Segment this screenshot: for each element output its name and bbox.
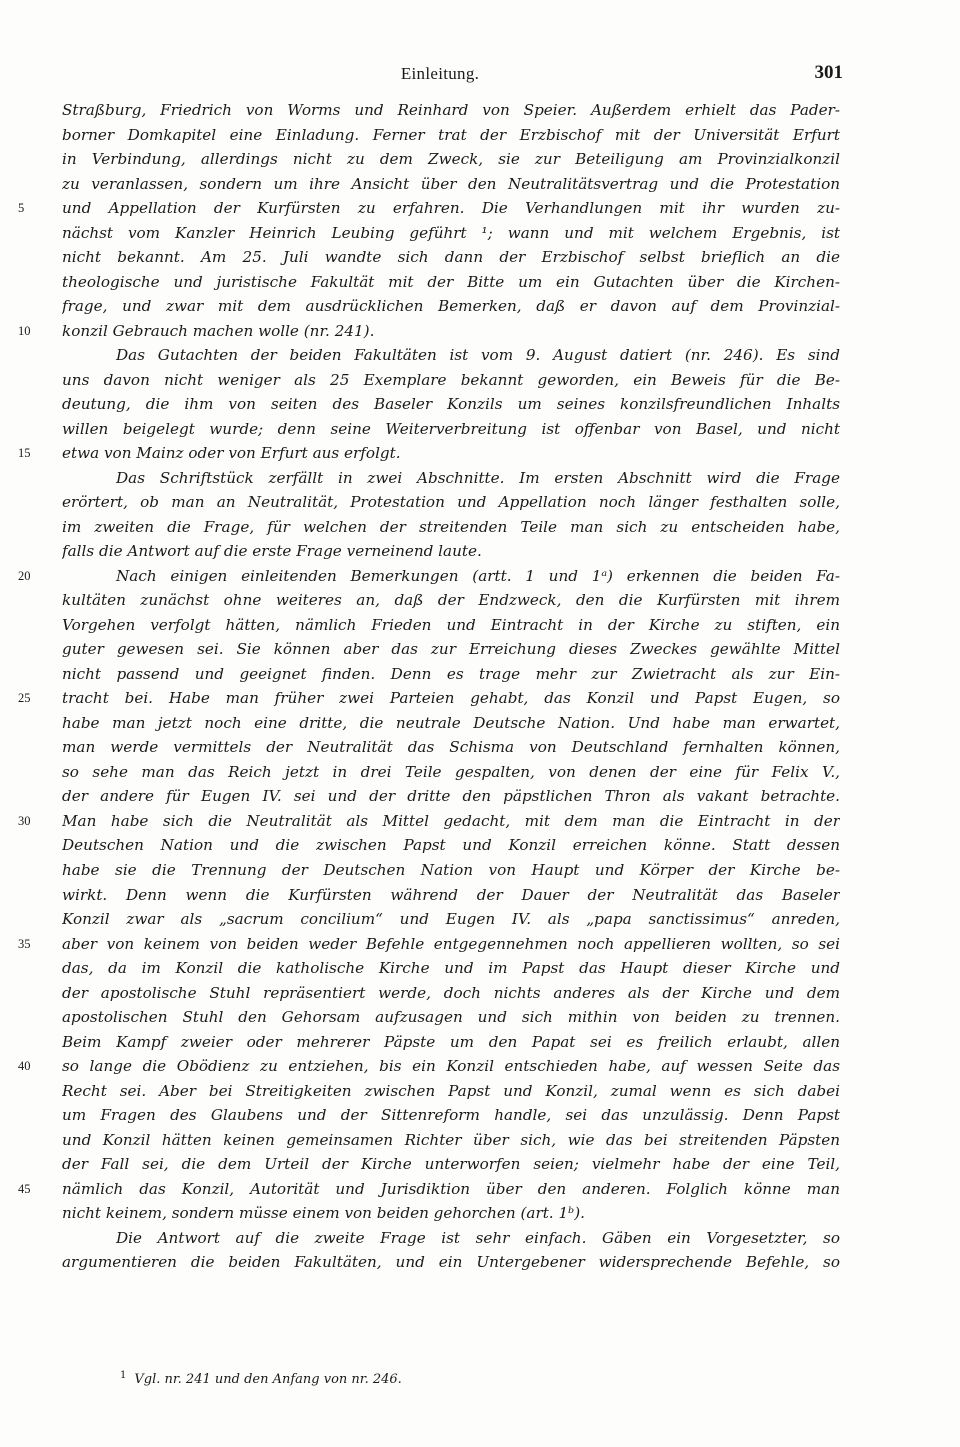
text-line <box>62 956 840 981</box>
text-line <box>62 1201 840 1226</box>
line-text: so lange die Obödienz zu entziehen, bis ein Konzil entschieden habe, auf wessen Seite das <box>62 1057 840 1076</box>
line-number: 35 <box>18 936 31 951</box>
line-text: erörtert, ob man an Neutralität, Protestation und Appellation noch länger festhalten solle, <box>62 493 840 512</box>
text-line <box>62 858 840 883</box>
text-line <box>62 1030 840 1055</box>
text-line <box>62 417 840 442</box>
line-text: Das Schriftstück zerfällt in zwei Abschnitte. Im ersten Abschnitt wird die Frage <box>116 468 840 487</box>
line-text: kultäten zunächst ohne weiteres an, daß der Endzweck, den die Kurfürsten mit ihrem <box>62 591 840 610</box>
line-text: guter gewesen sei. Sie können aber das zur Erreichung dieses Zweckes gewählte Mittel <box>62 640 840 659</box>
text-line <box>62 833 840 858</box>
text-line <box>62 711 840 736</box>
text-line <box>62 1005 840 1030</box>
text-line <box>62 221 840 246</box>
text-line <box>62 1250 840 1275</box>
line-number: 40 <box>18 1059 31 1074</box>
text-line <box>62 245 840 270</box>
text-line <box>62 1103 840 1128</box>
line-text: um Fragen des Glaubens und der Sittenreform handle, sei das unzulässig. Denn Papst <box>62 1106 840 1125</box>
line-text: zu veranlassen, sondern um ihre Ansicht über den Neutralitätsvertrag und die Protestation <box>62 174 840 193</box>
line-text: nicht bekannt. Am 25. Juli wandte sich dann der Erzbischof selbst brieflich an die <box>62 248 840 267</box>
line-number: 30 <box>18 813 31 828</box>
line-text: frage, und zwar mit dem ausdrücklichen Bemerken, daß er davon auf dem Provinzial- <box>62 297 840 316</box>
text-line <box>62 1079 840 1104</box>
text-line <box>18 564 840 589</box>
line-text: Beim Kampf zweier oder mehrerer Päpste um den Papat sei es freilich erlaubt, allen <box>62 1032 840 1051</box>
text-line <box>62 613 840 638</box>
text-line <box>62 662 840 687</box>
line-number: 15 <box>18 446 31 461</box>
line-text: man werde vermittels der Neutralität das Schisma von Deutschland fernhalten können, <box>62 738 840 757</box>
body-text <box>18 98 840 1275</box>
line-number: 20 <box>18 568 31 583</box>
running-head-title: Einleitung. <box>400 64 480 83</box>
text-line <box>62 270 840 295</box>
text-line <box>62 490 840 515</box>
line-text: der andere für Eugen IV. sei und der dritte den päpstlichen Thron als vakant betrachte. <box>62 787 840 806</box>
text-line <box>62 368 840 393</box>
line-number: 25 <box>18 691 31 706</box>
text-line <box>62 123 840 148</box>
text-line <box>62 392 840 417</box>
line-text: theologische und juristische Fakultät mit der Bitte um ein Gutachten über die Kirchen- <box>62 272 840 291</box>
text-line <box>62 760 840 785</box>
line-text: aber von keinem von beiden weder Befehle entgegennehmen noch appellieren wollten, so sei <box>62 934 840 953</box>
text-line <box>18 441 840 466</box>
running-head <box>0 62 960 86</box>
line-number: 5 <box>18 201 25 216</box>
text-line <box>62 294 840 319</box>
text-line <box>62 1128 840 1153</box>
footnote-text: Vgl. nr. 241 und den Anfang von nr. 246. <box>134 1372 402 1387</box>
line-text: willen beigelegt wurde; denn seine Weiterverbreitung ist offenbar von Basel, und nicht <box>62 419 840 438</box>
footnote-mark: 1 <box>120 1370 127 1381</box>
line-text: apostolischen Stuhl den Gehorsam aufzusagen und sich mithin von beiden zu trennen. <box>62 1008 840 1027</box>
page-number: 301 <box>814 62 843 83</box>
text-line <box>62 515 840 540</box>
text-line <box>62 539 840 564</box>
text-line <box>62 637 840 662</box>
line-text: der Fall sei, die dem Urteil der Kirche unterworfen seien; vielmehr habe der eine Teil, <box>62 1155 840 1174</box>
footnote <box>120 1366 820 1390</box>
text-line <box>62 784 840 809</box>
text-line <box>18 1177 840 1202</box>
text-line <box>18 1054 840 1079</box>
text-line <box>62 907 840 932</box>
text-line <box>62 343 840 368</box>
line-number: 10 <box>18 323 31 338</box>
line-text: Vorgehen verfolgt hätten, nämlich Frieden und Eintracht in der Kirche zu stiften, ein <box>62 615 840 634</box>
text-line <box>62 588 840 613</box>
line-text: konzil Gebrauch machen wolle (nr. 241). <box>62 321 375 340</box>
line-text: habe sie die Trennung der Deutschen Nation von Haupt und Körper der Kirche be- <box>62 860 840 879</box>
line-text: nicht keinem, sondern müsse einem von beiden gehorchen (art. 1ᵇ). <box>62 1204 585 1223</box>
text-line <box>18 196 840 221</box>
line-text: nächst vom Kanzler Heinrich Leubing geführt ¹; wann und mit welchem Ergebnis, ist <box>62 223 840 242</box>
line-text: nicht passend und geeignet finden. Denn es trage mehr zur Zwietracht als zur Ein- <box>62 664 840 683</box>
line-text: im zweiten die Frage, für welchen der streitenden Teile man sich zu entscheiden habe, <box>62 517 840 536</box>
line-text: etwa von Mainz oder von Erfurt aus erfolgt. <box>62 444 401 463</box>
line-text: und Appellation der Kurfürsten zu erfahren. Die Verhandlungen mit ihr wurden zu- <box>62 199 840 218</box>
line-text: argumentieren die beiden Fakultäten, und ein Untergebener widersprechende Befehle, so <box>62 1253 840 1272</box>
line-text: Die Antwort auf die zweite Frage ist sehr einfach. Gäben ein Vorgesetzter, so <box>116 1228 840 1247</box>
line-text: Nach einigen einleitenden Bemerkungen (artt. 1 und 1ᵃ) erkennen die beiden Fa- <box>116 566 840 585</box>
text-line <box>62 172 840 197</box>
line-text: das, da im Konzil die katholische Kirche und im Papst das Haupt dieser Kirche und <box>62 959 840 978</box>
text-line <box>18 686 840 711</box>
line-text: nämlich das Konzil, Autorität und Jurisdiktion über den anderen. Folglich könne man <box>62 1179 840 1198</box>
line-number: 45 <box>18 1181 31 1196</box>
line-text: Konzil zwar als „sacrum concilium“ und Eugen IV. als „papa sanctissimus“ anreden, <box>62 910 840 929</box>
line-text: borner Domkapitel eine Einladung. Ferner trat der Erzbischof mit der Universität Erfurt <box>62 125 840 144</box>
text-line <box>62 1226 840 1251</box>
text-line <box>62 981 840 1006</box>
line-text: und Konzil hätten keinen gemeinsamen Richter über sich, wie das bei streitenden Päpsten <box>62 1130 840 1149</box>
text-line <box>18 932 840 957</box>
text-line <box>18 319 840 344</box>
line-text: Das Gutachten der beiden Fakultäten ist vom 9. August datiert (nr. 246). Es sind <box>116 346 840 365</box>
line-text: der apostolische Stuhl repräsentiert werde, doch nichts anderes als der Kirche und dem <box>62 983 840 1002</box>
line-text: deutung, die ihm von seiten des Baseler Konzils um seines konzilsfreundlichen Inhalts <box>62 395 840 414</box>
text-line <box>62 883 840 908</box>
line-text: wirkt. Denn wenn die Kurfürsten während der Dauer der Neutralität das Baseler <box>62 885 840 904</box>
line-text: tracht bei. Habe man früher zwei Parteien gehabt, das Konzil und Papst Eugen, so <box>62 689 840 708</box>
text-line <box>18 809 840 834</box>
text-line <box>62 735 840 760</box>
text-line <box>62 1152 840 1177</box>
line-text: falls die Antwort auf die erste Frage verneinend laute. <box>62 542 482 561</box>
line-text: uns davon nicht weniger als 25 Exemplare bekannt geworden, ein Beweis für die Be- <box>62 370 840 389</box>
text-line <box>62 147 840 172</box>
line-text: Deutschen Nation und die zwischen Papst und Konzil erreichen könne. Statt dessen <box>62 836 840 855</box>
line-text: Recht sei. Aber bei Streitigkeiten zwischen Papst und Konzil, zumal wenn es sich dabei <box>62 1081 840 1100</box>
line-text: Man habe sich die Neutralität als Mittel gedacht, mit dem man die Eintracht in der <box>62 811 840 830</box>
text-line <box>62 466 840 491</box>
text-line <box>62 98 840 123</box>
line-text: so sehe man das Reich jetzt in drei Teile gespalten, von denen der eine für Felix V., <box>62 762 840 781</box>
line-text: habe man jetzt noch eine dritte, die neutrale Deutsche Nation. Und habe man erwartet, <box>62 713 840 732</box>
line-text: in Verbindung, allerdings nicht zu dem Zweck, sie zur Beteiligung am Provinzialkonzil <box>62 150 840 169</box>
line-text: Straßburg, Friedrich von Worms und Reinhard von Speier. Außerdem erhielt das Pader- <box>62 101 840 119</box>
